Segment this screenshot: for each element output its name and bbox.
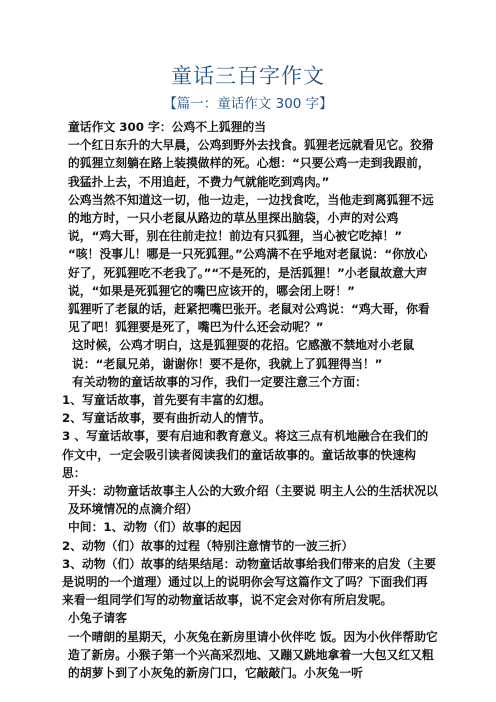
list-item: 3 、写童话故事，要有启迪和教育意义。将这三点有机地融合在我们的作文中，一定会吸引读者阅读我们的童话故事的。童话故事的快速构思： [62,429,429,480]
document-title: 童话三百字作文 [171,64,325,88]
list-item: 2、动物（们）故事的过程（特别注意情节的一波三折） [62,538,354,553]
paragraph: 有关动物的童话故事的习作，我们一定要注意三个方面： [72,374,367,389]
paragraph: “咳！没事儿！哪是一只死狐狸。”公鸡满不在乎地对老鼠说：“你放心好了，死狐狸吃不老我了。”“不是死的，是活狐狸！”小老鼠故意大声说，“如果是死狐狸它的嘴巴应该开的，哪会闭上呀！” [68,247,428,298]
paragraph: 狐狸听了老鼠的话，赶紧把嘴巴张开。老鼠对公鸡说：“鸡大哥，你看见了吧！狐狸要是死了，嘴巴为什么还会动呢？” [68,302,430,335]
document-body [62,118,438,682]
paragraph: 公鸡当然不知道这一切，他一边走，一边找食吃，当他走到离狐狸不远的地方时，一只小老鼠从路边的草丛里探出脑袋，小声的对公鸡说，“鸡大哥，别在往前走拉！前边有只狐狸，当心被它吃掉！” [68,192,434,244]
paragraph: 中间：1、动物（们）故事的起因 [68,520,242,535]
document-subtitle: 【篇一：童话作文 300 字】 [163,96,333,112]
paragraph: 一个晴朗的星期天，小灰兔在新房里请小伙伴吃 饭。因为小伙伴帮助它造了新房。小猴子第一个兴高采烈地、又蹦又跳地拿着一大包又红又粗的胡萝卜到了小灰兔的新房门口，它敲敲门。小灰兔一听 [68,629,438,681]
paragraph: 这时候，公鸡才明白，这是狐狸耍的花招。它感激不禁地对小老鼠说：“老鼠兄弟，谢谢你！要不是你，我就上了狐狸得当！” [72,338,415,371]
list-item: 2、写童话故事，要有曲折动人的情节。 [62,411,271,426]
paragraph: 一个红日东升的大早晨，公鸡到野外去找食。狐狸老远就看见它。狡猾的狐狸立刻躺在路上装摸做样的死。心想：“只要公鸡一走到我跟前，我猛扑上去，不用追赶，不费力气就能吃到鸡肉。” [68,138,434,189]
list-item: 1、写童话故事，首先要有丰富的幻想。 [62,393,271,408]
section-heading: 童话作文 300 字：公鸡不上狐狸的当 [68,120,266,134]
list-item: 3、动物（们）故事的结果结尾：动物童话故事给我们带来的启发（主要是说明的一个道理）通过以上的说明你会写这篇作文了吗？下面我们再来看一组同学们写的动物童话故事，说不定会对你有所启发呢。 [62,556,436,608]
section-heading: 小兔子请客 [68,611,127,626]
paragraph: 开头：动物童话故事主人公的大致介绍（主要说 明主人公的生活状况以及环境情况的点滴介绍） [68,484,438,517]
